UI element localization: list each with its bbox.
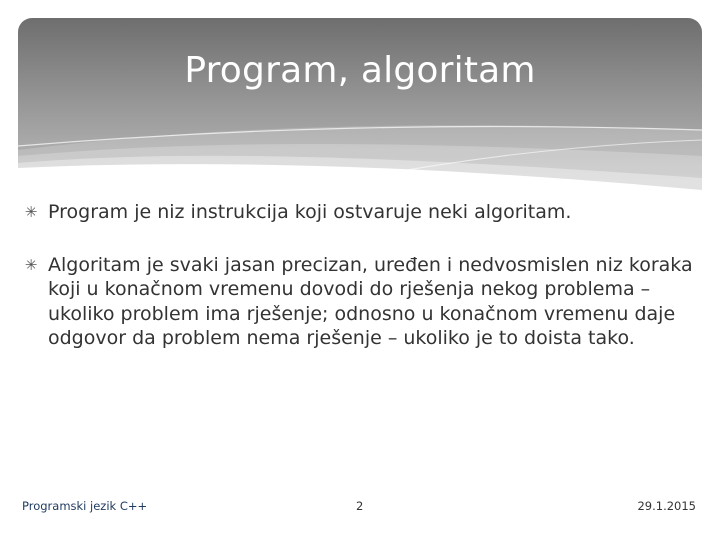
bullet-list (24, 200, 704, 351)
footer-slide-number: 2 (356, 499, 364, 513)
title-banner (18, 18, 702, 196)
footer-course-name: Programski jezik C++ (22, 499, 148, 513)
asterisk-bullet-icon: ✳ (24, 255, 38, 274)
bullet-item (24, 253, 704, 351)
footer-date: 29.1.2015 (637, 499, 696, 513)
decorative-swoosh (18, 18, 702, 196)
bullet-text: Program je niz instrukcija koji ostvaruje neki algoritam. (48, 201, 572, 223)
asterisk-bullet-icon: ✳ (24, 203, 38, 221)
slide-title: Program, algoritam (184, 50, 536, 91)
bullet-text: Algoritam je svaki jasan precizan, uređen i nedvosmislen niz koraka koji u konačnom vremenu dovodi do rješenja nekog problema – ukoliko problem ima rješenje; odnosno u konačnom vremenu daje odgovor da problem nema rješenje – ukoliko je to doista tako. (48, 253, 693, 349)
bullet-item (24, 200, 704, 225)
